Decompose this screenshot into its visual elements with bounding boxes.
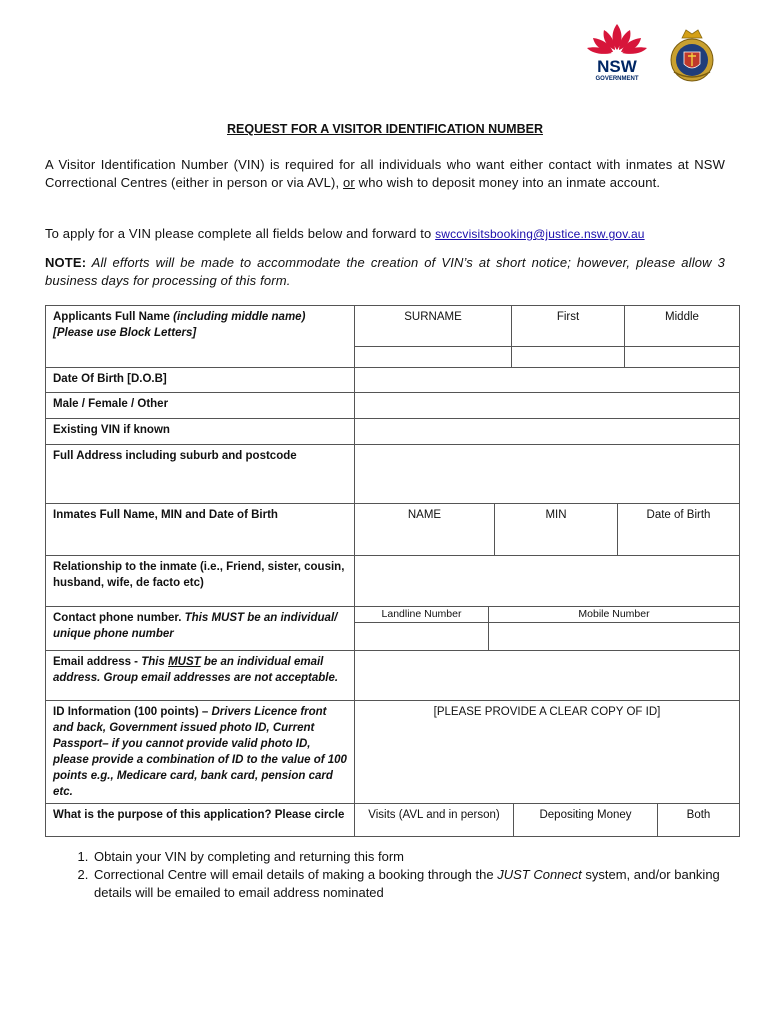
inmate-dob-header[interactable]: Date of Birth xyxy=(646,509,711,521)
purpose-visits-option[interactable]: Visits (AVL and in person) xyxy=(355,804,514,836)
middle-header: Middle xyxy=(625,306,740,347)
logo-text: NSW xyxy=(597,57,637,76)
id-info-label: ID Information (100 points) – Drivers Licence front and back, Government issued photo ID, Current Passport– if you cannot provide valid photo ID, please provide a combination of ID to the value of 100 points e.g., Medicare card, bank card, pension card etc. xyxy=(46,701,355,804)
vin-request-form xyxy=(45,305,740,837)
mobile-header: Mobile Number xyxy=(489,607,740,623)
dob-label: Date Of Birth [D.O.B] xyxy=(46,368,355,393)
form-row-address xyxy=(46,445,740,504)
inmate-name-header[interactable]: NAME xyxy=(355,504,495,555)
relationship-label: Relationship to the inmate (i.e., Friend, sister, cousin, husband, wife, de facto etc) xyxy=(46,556,355,607)
form-row-email xyxy=(46,651,740,701)
instruction-steps xyxy=(67,848,752,902)
landline-field[interactable] xyxy=(355,623,489,651)
mobile-field[interactable] xyxy=(489,623,740,651)
email-field[interactable] xyxy=(355,651,740,701)
purpose-label: What is the purpose of this application? Please circle xyxy=(46,804,355,837)
apply-instructions xyxy=(45,225,725,243)
form-row-dob xyxy=(46,368,740,393)
step-2: 2. Correctional Centre will email details of making a booking through the JUST Connect system, and/or banking details will be emailed to email address nominated xyxy=(92,866,752,902)
apply-text: To apply for a VIN please complete all fields below and forward to xyxy=(45,226,436,241)
address-label: Full Address including suburb and postcode xyxy=(46,445,355,504)
header-logos xyxy=(584,22,724,86)
id-info-field[interactable]: [PLEASE PROVIDE A CLEAR COPY OF ID] xyxy=(355,701,740,804)
surname-header: SURNAME xyxy=(355,306,512,347)
form-row-purpose xyxy=(46,804,740,837)
contact-label: Contact phone number. This MUST be an individual/ unique phone number xyxy=(46,607,355,651)
page-title: REQUEST FOR A VISITOR IDENTIFICATION NUMBER xyxy=(227,122,543,136)
corrective-services-crest xyxy=(664,26,720,84)
first-name-field[interactable] xyxy=(512,347,625,368)
purpose-money-option[interactable]: Depositing Money xyxy=(514,804,658,836)
intro-text-b: who wish to deposit money into an inmate account. xyxy=(354,175,661,190)
landline-header: Landline Number xyxy=(355,607,489,623)
form-row-gender xyxy=(46,393,740,419)
form-row-applicant-name xyxy=(46,306,740,347)
intro-text-a: A Visitor Identification Number (VIN) is required for all individuals who want either contact with inmates at NSW Correctional Centres (either in person or via AVL), xyxy=(45,157,725,190)
middle-name-field[interactable] xyxy=(625,347,740,368)
form-row-id-info xyxy=(46,701,740,804)
form-row-inmate xyxy=(46,504,740,556)
existing-vin-label: Existing VIN if known xyxy=(46,419,355,445)
note-paragraph xyxy=(45,254,725,290)
dob-field[interactable] xyxy=(355,368,740,393)
form-row-contact xyxy=(46,607,740,651)
inmate-min-header[interactable]: MIN xyxy=(495,504,618,555)
email-link[interactable]: swccvisitsbooking@justice.nsw.gov.au xyxy=(435,227,645,241)
nsw-government-logo xyxy=(584,22,650,84)
email-label: Email address - This MUST be an individual email address. Group email addresses are not acceptable. xyxy=(46,651,355,701)
gender-label: Male / Female / Other xyxy=(46,393,355,419)
contact-fields xyxy=(355,607,740,651)
form-row-existing-vin xyxy=(46,419,740,445)
step-1: 1. Obtain your VIN by completing and returning this form xyxy=(92,848,752,866)
logo-subtext: GOVERNMENT xyxy=(595,76,639,82)
inmate-fields xyxy=(355,504,740,556)
existing-vin-field[interactable] xyxy=(355,419,740,445)
note-label: NOTE: xyxy=(45,255,87,270)
purpose-both-option[interactable]: Both xyxy=(686,809,711,821)
relationship-field[interactable] xyxy=(355,556,740,607)
note-text: All efforts will be made to accommodate the creation of VIN’s at short notice; however, please allow 3 business days for processing of this form. xyxy=(45,255,725,288)
purpose-options xyxy=(355,804,740,837)
address-field[interactable] xyxy=(355,445,740,504)
gender-field[interactable] xyxy=(355,393,740,419)
form-row-relationship xyxy=(46,556,740,607)
applicant-name-label: Applicants Full Name (including middle name) [Please use Block Letters] xyxy=(46,306,355,368)
inmate-label: Inmates Full Name, MIN and Date of Birth xyxy=(46,504,355,556)
intro-paragraph xyxy=(45,156,725,192)
first-header: First xyxy=(512,306,625,347)
surname-field[interactable] xyxy=(355,347,512,368)
intro-or: or xyxy=(343,175,355,190)
